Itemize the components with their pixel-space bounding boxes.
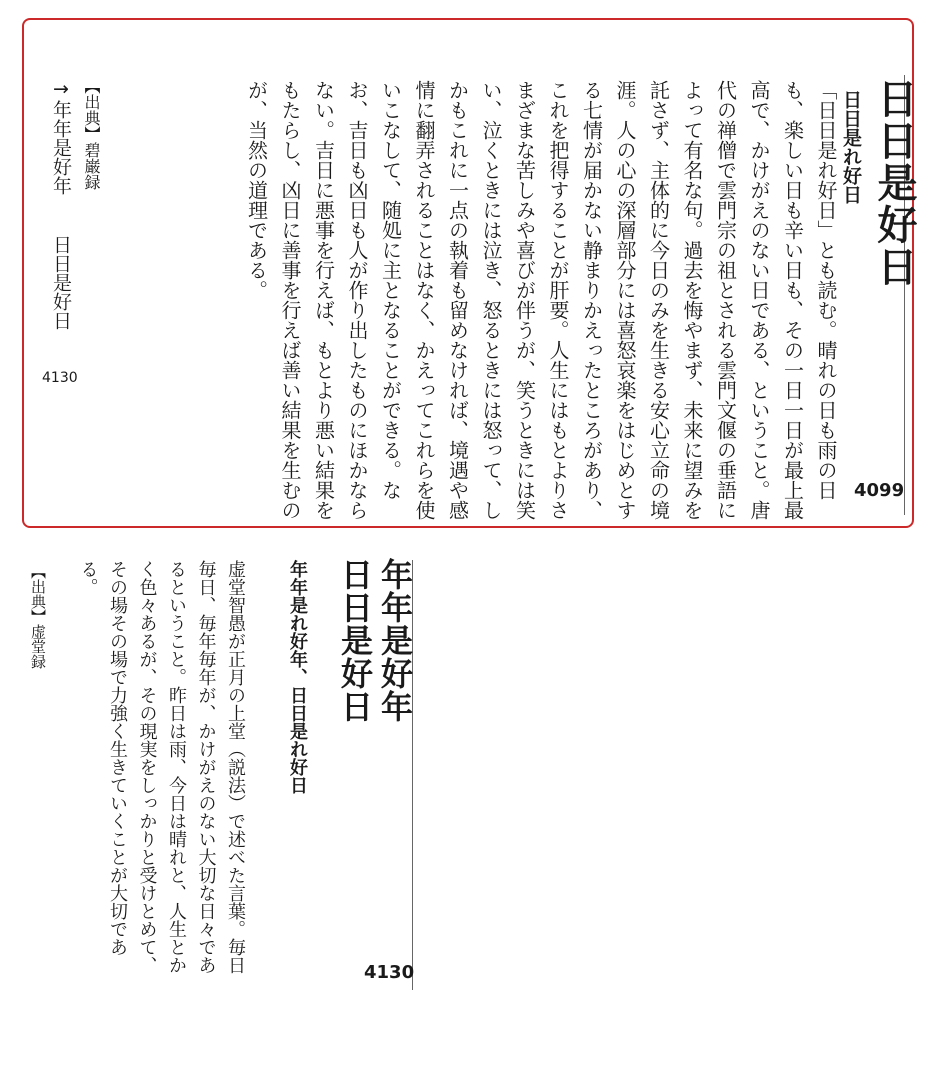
entry-source: 【出典】虚堂録 [29, 564, 47, 669]
entry-number: 4099 [854, 480, 905, 501]
entry-reading: 日日是れ好日 [840, 90, 862, 204]
entry-headword: 日日是好日 [871, 78, 918, 288]
entry-4130 [22, 548, 422, 998]
cross-reference-link[interactable]: →年年是好年 [50, 78, 72, 195]
entry-reading: 年年是れ好年、日日是れ好日 [287, 560, 308, 794]
entry-body-text: 「日日是れ好日」とも読む。晴れの日も雨の日も、楽しい日も辛い日も、その一日一日が最上最高で、かけがえのない日である、ということ。唐代の禅僧で雲門宗の祖とされる雲門文偃の垂語によって有名な句。過去を悔やまず、未来に望みを託さず、主体的に今日のみを生きる安心立命の境涯。人の心の深層部分には喜怒哀楽をはじめとする七情が届かない静まりかえったところがあり、これを把得することが肝要。人生にはもとよりさまざまな苦しみや喜びが伴うが、笑うときには笑い、泣くときには泣き、怒るときには怒って、しかもこれに一点の執着も留めなければ、境遇や感情に翻弄されることはなく、かえってこれらを使いこなして、随処に主となることができる。なお、吉日も凶日も人が作り出したものにほかならない。吉日に悪事を行えば、もとより悪い結果をもたらし、凶日に善事を行えば善い結果を生むのが、当然の道理である。 [244, 80, 838, 520]
entry-headword-line-1: 年年是好年 [376, 558, 414, 723]
cross-reference-term[interactable]: 日日是好日 [50, 235, 72, 330]
entry-source: 【出典】碧巌録 [82, 78, 101, 190]
cross-reference-number: 4130 [42, 370, 78, 386]
entry-headword-line-2: 日日是好日 [336, 558, 374, 723]
entry-4099 [22, 18, 918, 528]
entry-number: 4130 [364, 962, 415, 983]
entry-body-text: 虚堂智愚が正月の上堂（説法）で述べた言葉。毎日毎日、毎年毎年が、かけがえのない大切な日々であるということ。昨日は雨、今日は晴れと、人生とかく色々あるが、その現実をしっかりと受けとめて、その場その場で力強く生きていくことが大切である。 [77, 560, 246, 974]
